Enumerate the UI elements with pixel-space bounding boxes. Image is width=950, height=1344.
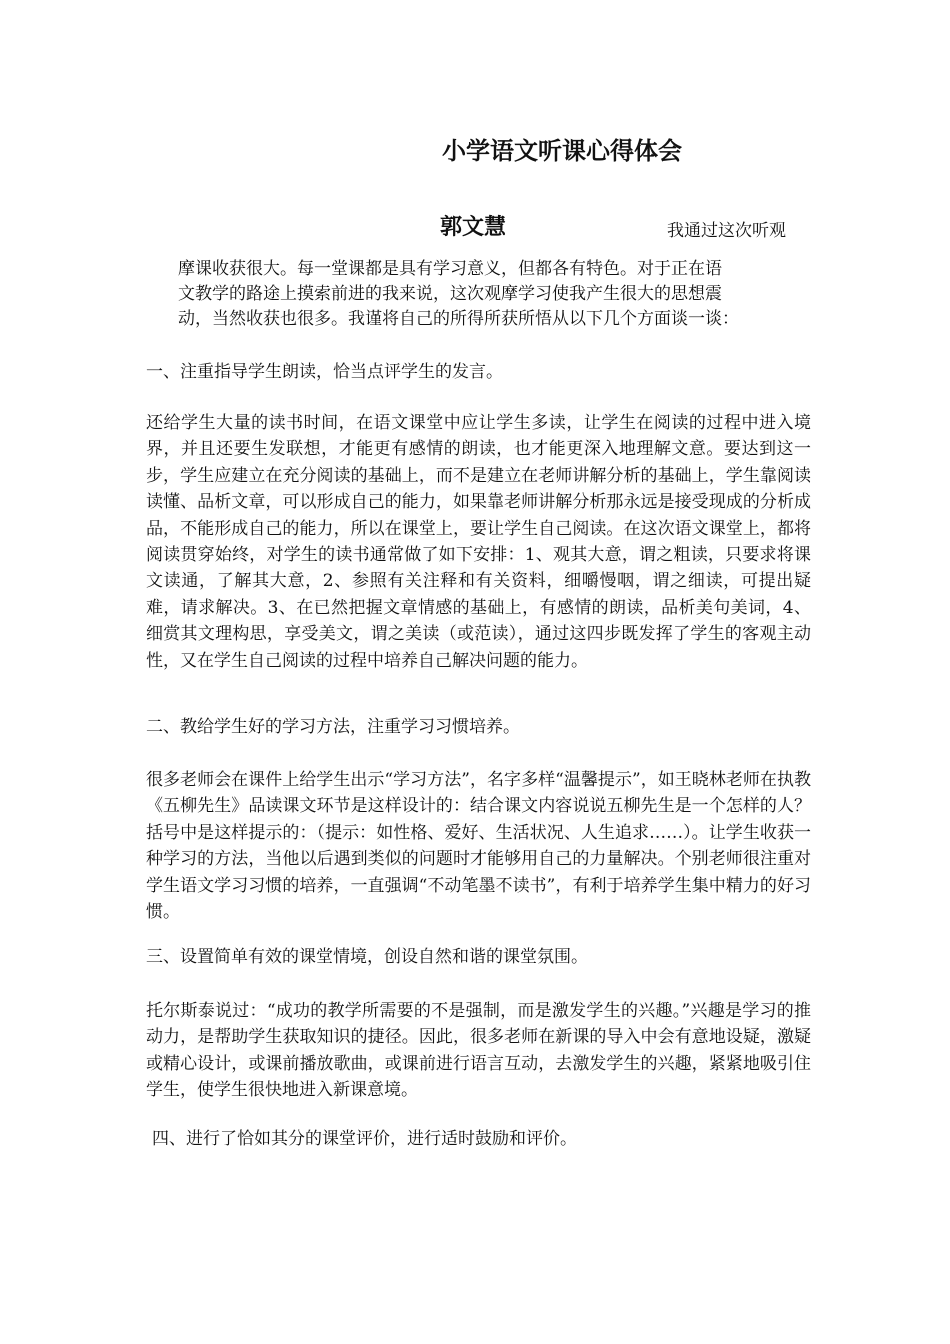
- section-body-1: 还给学生大量的读书时间，在语文课堂中应让学生多读，让学生在阅读的过程中进入境界，并且还要生发联想，才能更有感情的朗读，也才能更深入地理解文意。要达到这一步，学生应建立在充分阅读的基础上，而不是建立在老师讲解分析的基础上，学生靠阅读读懂、品析文章，可以形成自己的能力，如果靠老师讲解分析那永远是接受现成的分析成品，不能形成自己的能力，所以在课堂上，要让学生自己阅读。在这次语文课堂上，都将阅读贯穿始终，对学生的读书通常做了如下安排：1、观其大意，谓之粗读，只要求将课文读通，了解其大意，2、参照有关注释和有关资料，细嚼慢咽，谓之细读，可提出疑难，请求解决。3、在已然把握文章情感的基础上，有感情的朗读，品析美句美词，4、细赏其文理构思，享受美文，谓之美读（或范读），通过这四步既发挥了学生的客观主动性，又在学生自己阅读的过程中培养自己解决问题的能力。: [146, 413, 811, 671]
- document-title: 小学语文听课心得体会: [442, 137, 682, 165]
- section-heading-2: 二、教给学生好的学习方法，注重学习习惯培养。: [146, 717, 520, 737]
- section-heading-4: 四、进行了恰如其分的课堂评价，进行适时鼓励和评价。: [152, 1129, 577, 1149]
- section-body-3: 托尔斯泰说过：“成功的教学所需要的不是强制，而是激发学生的兴趣。”兴趣是学习的推动力，是帮助学生获取知识的捷径。因此，很多老师在新课的导入中会有意地设疑，激疑或精心设计，或课前播放歌曲，或课前进行语言互动，去激发学生的兴趣，紧紧地吸引住学生，使学生很快地进入新课意境。: [146, 1001, 811, 1101]
- intro-line: 文教学的路途上摸索前进的我来说，这次观摩学习使我产生很大的思想震: [178, 284, 722, 304]
- section-heading-3: 三、设置简单有效的课堂情境，创设自然和谐的课堂氛围。: [146, 947, 588, 967]
- intro-line: 摩课收获很大。每一堂课都是具有学习意义，但都各有特色。对于正在语: [178, 259, 722, 279]
- author-name: 郭文慧: [440, 215, 507, 240]
- section-body-2: 很多老师会在课件上给学生出示“学习方法”，名字多样“温馨提示”，如王晓林老师在执教《五柳先生》品读课文环节是这样设计的：结合课文内容说说五柳先生是一个怎样的人？括号中是这样提示的：（提示：如性格、爱好、生活状况、人生追求……）。让学生收获一种学习的方法，当他以后遇到类似的问题时才能够用自己的力量解决。个别老师很注重对学生语文学习习惯的培养，一直强调“不动笔墨不读书”，有利于培养学生集中精力的好习惯。: [146, 770, 811, 923]
- section-heading-1: 一、注重指导学生朗读，恰当点评学生的发言。: [146, 362, 503, 382]
- intro-line: 动，当然收获也很多。我谨将自己的所得所获所悟从以下几个方面谈一谈：: [178, 309, 739, 329]
- intro-first-fragment: 我通过这次听观: [667, 221, 786, 241]
